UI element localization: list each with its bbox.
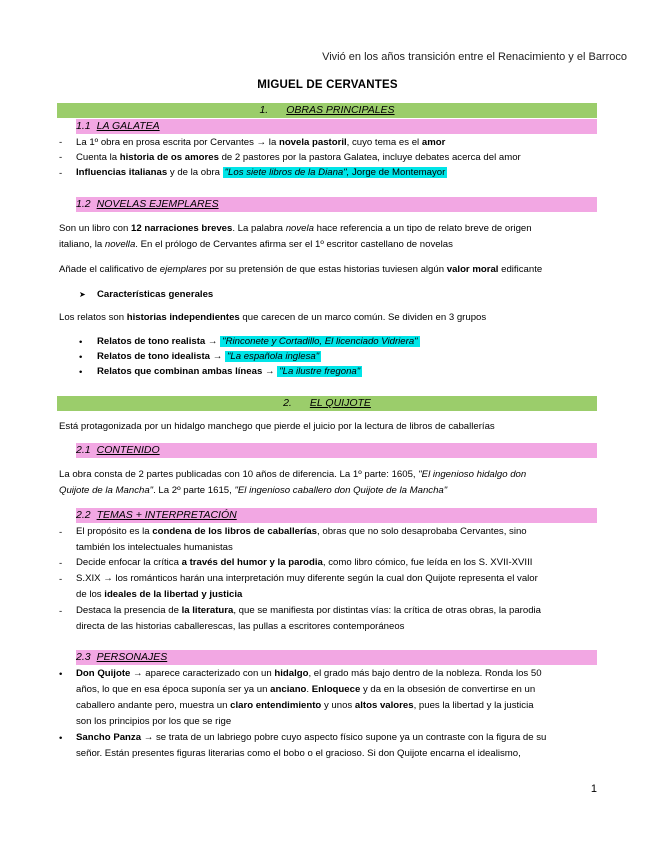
subheading-caracteristicas: Características generales [97,289,214,300]
list-item-continuation: caballero andante pero, muestra un claro entendimiento y unos altos valores, pues la libertad y la justicia [76,700,534,711]
dash-bullet: - [59,168,63,179]
list-item: Sancho Panza → se trata de un labriego pobre cuyo aspecto físico supone ya un contraste con la figura de su [76,732,547,743]
list-item: Relatos de tono realista → "Rinconete y Cortadillo, El licenciado Vidriera" [97,336,418,347]
dot-bullet: • [59,733,63,744]
list-item: S.XIX → los románticos harán una interpretación muy diferente según la cual don Quijote representa el valor [76,573,538,584]
list-item-continuation: también los intelectuales humanistas [76,542,233,553]
arrowhead-bullet-icon: ➤ [79,290,86,299]
list-item: La 1º obra en prosa escrita por Cervantes → la novela pastoril, cuyo tema es el amor [76,137,446,148]
dash-bullet: - [59,574,63,585]
list-item-continuation: de los ideales de la libertad y justicia [76,589,243,600]
dot-bullet: • [79,367,83,378]
list-item: Relatos que combinan ambas líneas → "La ilustre fregona" [97,366,361,377]
paragraph: Los relatos son historias independientes que carecen de un marco común. Se dividen en 3 grupos [59,312,487,323]
list-item-continuation: años, lo que en esa época suponía ser ya un anciano. Enloquece y da en la obsesión de convertirse en un [76,684,536,695]
list-item: El propósito es la condena de los libros de caballerías, obras que no solo desaprobaba Cervantes, sino [76,526,527,537]
dot-bullet: • [79,337,83,348]
dash-bullet: - [59,152,63,163]
section-heading-quijote: 2. EL QUIJOTE [57,396,597,411]
subsection-heading-galatea: 1.1 LA GALATEA [76,119,597,134]
dash-bullet: - [59,137,63,148]
paragraph: Quijote de la Mancha". La 2º parte 1615, "El ingenioso caballero don Quijote de la Mancha" [59,485,448,496]
paragraph: italiano, la novella. En el prólogo de Cervantes afirma ser el 1º escritor castellano de novelas [59,239,453,250]
dash-bullet: - [59,606,63,617]
section-heading-obras: 1. OBRAS PRINCIPALES [57,103,597,118]
dot-bullet: • [59,669,63,680]
subsection-heading-personajes: 2.3 PERSONAJES [76,650,597,665]
list-item: Relatos de tono idealista → "La española inglesa" [97,351,320,362]
list-item-continuation: directa de las historias caballerescas, las pullas a escritores contemporáneos [76,621,405,632]
paragraph: Añade el calificativo de ejemplares por su pretensión de que estas historias tuviesen algún valor moral edificante [59,264,543,275]
header-note: Vivió en los años transición entre el Renacimiento y el Barroco [322,51,627,63]
dash-bullet: - [59,558,63,569]
paragraph: Está protagonizada por un hidalgo manchego que pierde el juicio por la lectura de libros de caballerías [59,421,495,432]
subsection-heading-ejemplares: 1.2 NOVELAS EJEMPLARES [76,197,597,212]
list-item: Influencias italianas y de la obra "Los siete libros de la Diana", Jorge de Montemayor [76,167,446,178]
list-item: Don Quijote → aparece caracterizado con un hidalgo, el grado más bajo dentro de la nobleza. Ronda los 50 [76,668,542,679]
list-item: Cuenta la historia de os amores de 2 pastores por la pastora Galatea, incluye debates acerca del amor [76,152,521,163]
dash-bullet: - [59,527,63,538]
list-item: Decide enfocar la crítica a través del humor y la parodia, como libro cómico, fue leída en los S. XVII-XVIII [76,557,533,568]
paragraph: La obra consta de 2 partes publicadas con 10 años de diferencia. La 1º parte: 1605, "El ingenioso hidalgo don [59,469,527,480]
dot-bullet: • [79,352,83,363]
paragraph: Son un libro con 12 narraciones breves. La palabra novela hace referencia a un tipo de relato breve de origen [59,223,532,234]
list-item: Destaca la presencia de la literatura, que se manifiesta por distintas vías: la crítica de otras obras, la parodia [76,605,542,616]
list-item-continuation: señor. Están presentes figuras literarias como el bobo o el gracioso. Si don Quijote encarna el idealismo, [76,748,521,759]
page-number: 1 [590,783,597,795]
list-item-continuation: son los principios por los que se rige [76,716,232,727]
subsection-heading-temas: 2.2 TEMAS + INTERPRETACIÓN [76,508,597,523]
subsection-heading-contenido: 2.1 CONTENIDO [76,443,597,458]
document-title: MIGUEL DE CERVANTES [257,79,398,91]
